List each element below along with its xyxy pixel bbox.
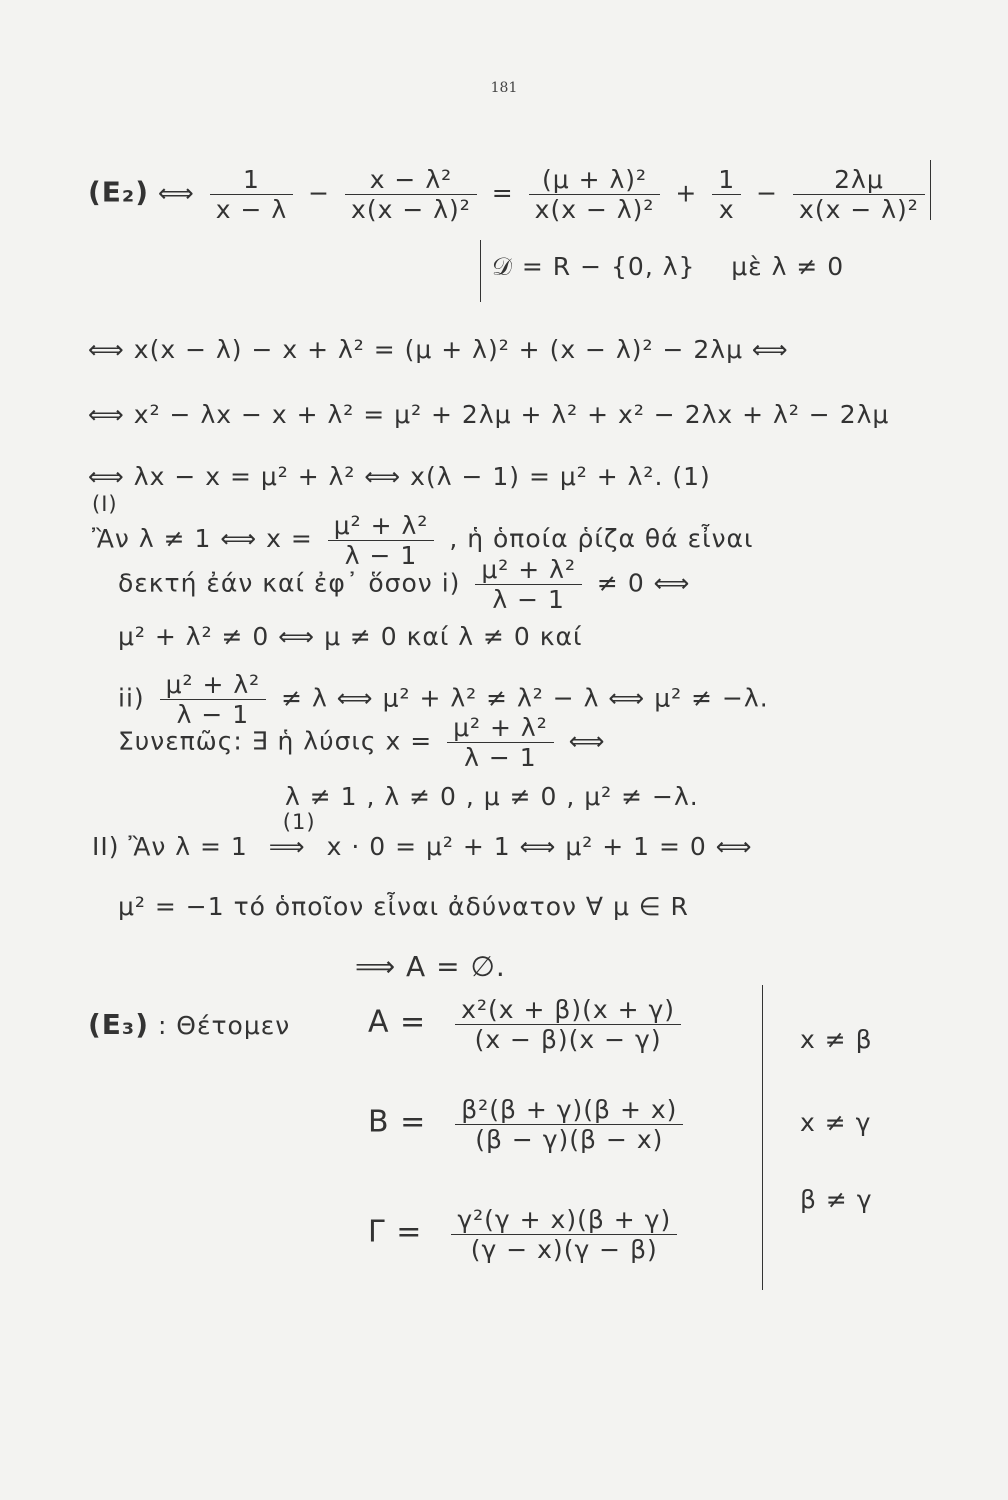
domain-line: [492, 252, 844, 282]
denominator: λ − 1: [492, 585, 565, 614]
fraction: [455, 1095, 683, 1154]
numerator: μ² + λ²: [475, 555, 582, 585]
fraction: [451, 1205, 677, 1264]
case-2-line-2: μ² = −1 τό ὁποῖον εἶναι ἀδύνατον ∀ μ ∈ R: [118, 892, 689, 921]
definition-name: Γ =: [368, 1214, 423, 1250]
denominator: λ − 1: [344, 540, 418, 570]
numerator: x − λ²: [345, 165, 477, 195]
denominator: x(x − λ)²: [799, 195, 919, 224]
fraction: [529, 165, 661, 224]
case-2-end: x · 0 = μ² + 1 ⟺ μ² + 1 = 0 ⟺: [326, 832, 753, 861]
plus-sign: +: [675, 178, 698, 208]
domain-definition: 𝒟 = R − {0, λ}: [492, 252, 696, 281]
condition-line-1: μ² + λ² ≠ 0 ⟺ μ ≠ 0 καί λ ≠ 0 καί: [118, 622, 583, 651]
definition-B: [368, 1095, 689, 1154]
fraction: [475, 555, 582, 614]
denominator: (γ − x)(γ − β): [470, 1235, 658, 1264]
e3-intro: [88, 1008, 290, 1041]
numerator: μ² + λ²: [160, 670, 267, 700]
page-number: 181: [490, 80, 518, 96]
numerator: β²(β + γ)(β + x): [455, 1095, 683, 1125]
case-2-line: [92, 810, 753, 861]
minus-sign: −: [308, 178, 331, 208]
acceptance-line: [118, 555, 691, 614]
denominator: x − λ: [215, 195, 288, 224]
equation-reference: (1): [282, 810, 316, 834]
e2-equation: [88, 165, 931, 224]
solution-conditions: λ ≠ 1 , λ ≠ 0 , μ ≠ 0 , μ² ≠ −λ.: [285, 782, 699, 811]
denominator: x(x − λ)²: [351, 195, 471, 224]
denominator: (β − γ)(β − x): [475, 1125, 664, 1154]
case-2-start: II) Ἂν λ = 1: [92, 832, 248, 861]
equivalence-arrow: ⟺: [157, 178, 195, 208]
derivation-line-1: ⟺ x(x − λ) − x + λ² = (μ + λ)² + (x − λ)² − 2λμ ⟺: [88, 335, 789, 364]
numerator: 2λμ: [793, 165, 925, 195]
domain-bar: [930, 160, 931, 220]
numerator: 1: [210, 165, 293, 195]
acceptance-text: δεκτή ἐάν καί ἐφ᾽ ὅσον i): [118, 568, 461, 598]
numerator: μ² + λ²: [328, 511, 435, 541]
denominator: λ − 1: [176, 700, 250, 729]
fraction: [712, 165, 741, 224]
fraction: [455, 995, 681, 1054]
e3-label: (E₃): [88, 1008, 149, 1041]
conditions-divider: [762, 985, 763, 1290]
domain-bar: [480, 240, 481, 302]
definition-A: [368, 995, 687, 1054]
condition-2-end: ≠ λ ⟺ μ² + λ² ≠ λ² − λ ⟺ μ² ≠ −λ.: [281, 683, 769, 713]
case-1-text: , ἡ ὁποία ῥίζα θά εἶναι: [449, 524, 754, 553]
fraction: [447, 713, 554, 772]
case-2-result: ⟹ A = ∅.: [355, 950, 506, 983]
conclusion-start: Συνεπῶς: ∃ ἡ λύσις x =: [118, 726, 433, 756]
numerator: x²(x + β)(x + γ): [455, 995, 681, 1025]
denominator: (x − β)(x − γ): [474, 1025, 662, 1054]
e3-condition-1: x ≠ β: [800, 1025, 873, 1054]
case-1-start: Ἂν λ ≠ 1 ⟺ x =: [92, 524, 313, 553]
domain-condition: μὲ λ ≠ 0: [731, 252, 845, 281]
acceptance-end: ≠ 0 ⟺: [596, 568, 691, 598]
fraction: [210, 165, 293, 224]
case-1-label: (I): [92, 492, 118, 516]
fraction: [793, 165, 925, 224]
e2-label: (E₂): [88, 175, 149, 209]
numerator: γ²(γ + x)(β + γ): [451, 1205, 677, 1235]
derivation-line-2: ⟺ x² − λx − x + λ² = μ² + 2λμ + λ² + x² − 2λx + λ² − 2λμ: [88, 400, 890, 429]
numerator: 1: [712, 165, 741, 195]
e3-condition-3: β ≠ γ: [800, 1185, 873, 1214]
conclusion-end: ⟺: [568, 726, 606, 756]
fraction: [345, 165, 477, 224]
denominator: x(x − λ)²: [534, 195, 655, 224]
minus-sign: −: [756, 178, 779, 208]
equals-sign: =: [491, 178, 514, 208]
definition-name: A =: [368, 1004, 427, 1040]
definition-G: [368, 1205, 683, 1264]
condition-2-label: ii): [118, 683, 145, 713]
denominator: λ − 1: [464, 743, 537, 772]
definition-name: B =: [368, 1104, 427, 1140]
derivation-line-3: ⟺ λx − x = μ² + λ² ⟺ x(λ − 1) = μ² + λ². (1): [88, 462, 711, 491]
implies-arrow: ⟹: [268, 832, 306, 861]
numerator: μ² + λ²: [447, 713, 554, 743]
e3-condition-2: x ≠ γ: [800, 1108, 872, 1137]
e3-intro-text: : Θέτομεν: [157, 1011, 291, 1040]
numerator: (μ + λ)²: [529, 165, 661, 195]
conclusion-line: [118, 713, 606, 772]
denominator: x: [718, 195, 735, 224]
